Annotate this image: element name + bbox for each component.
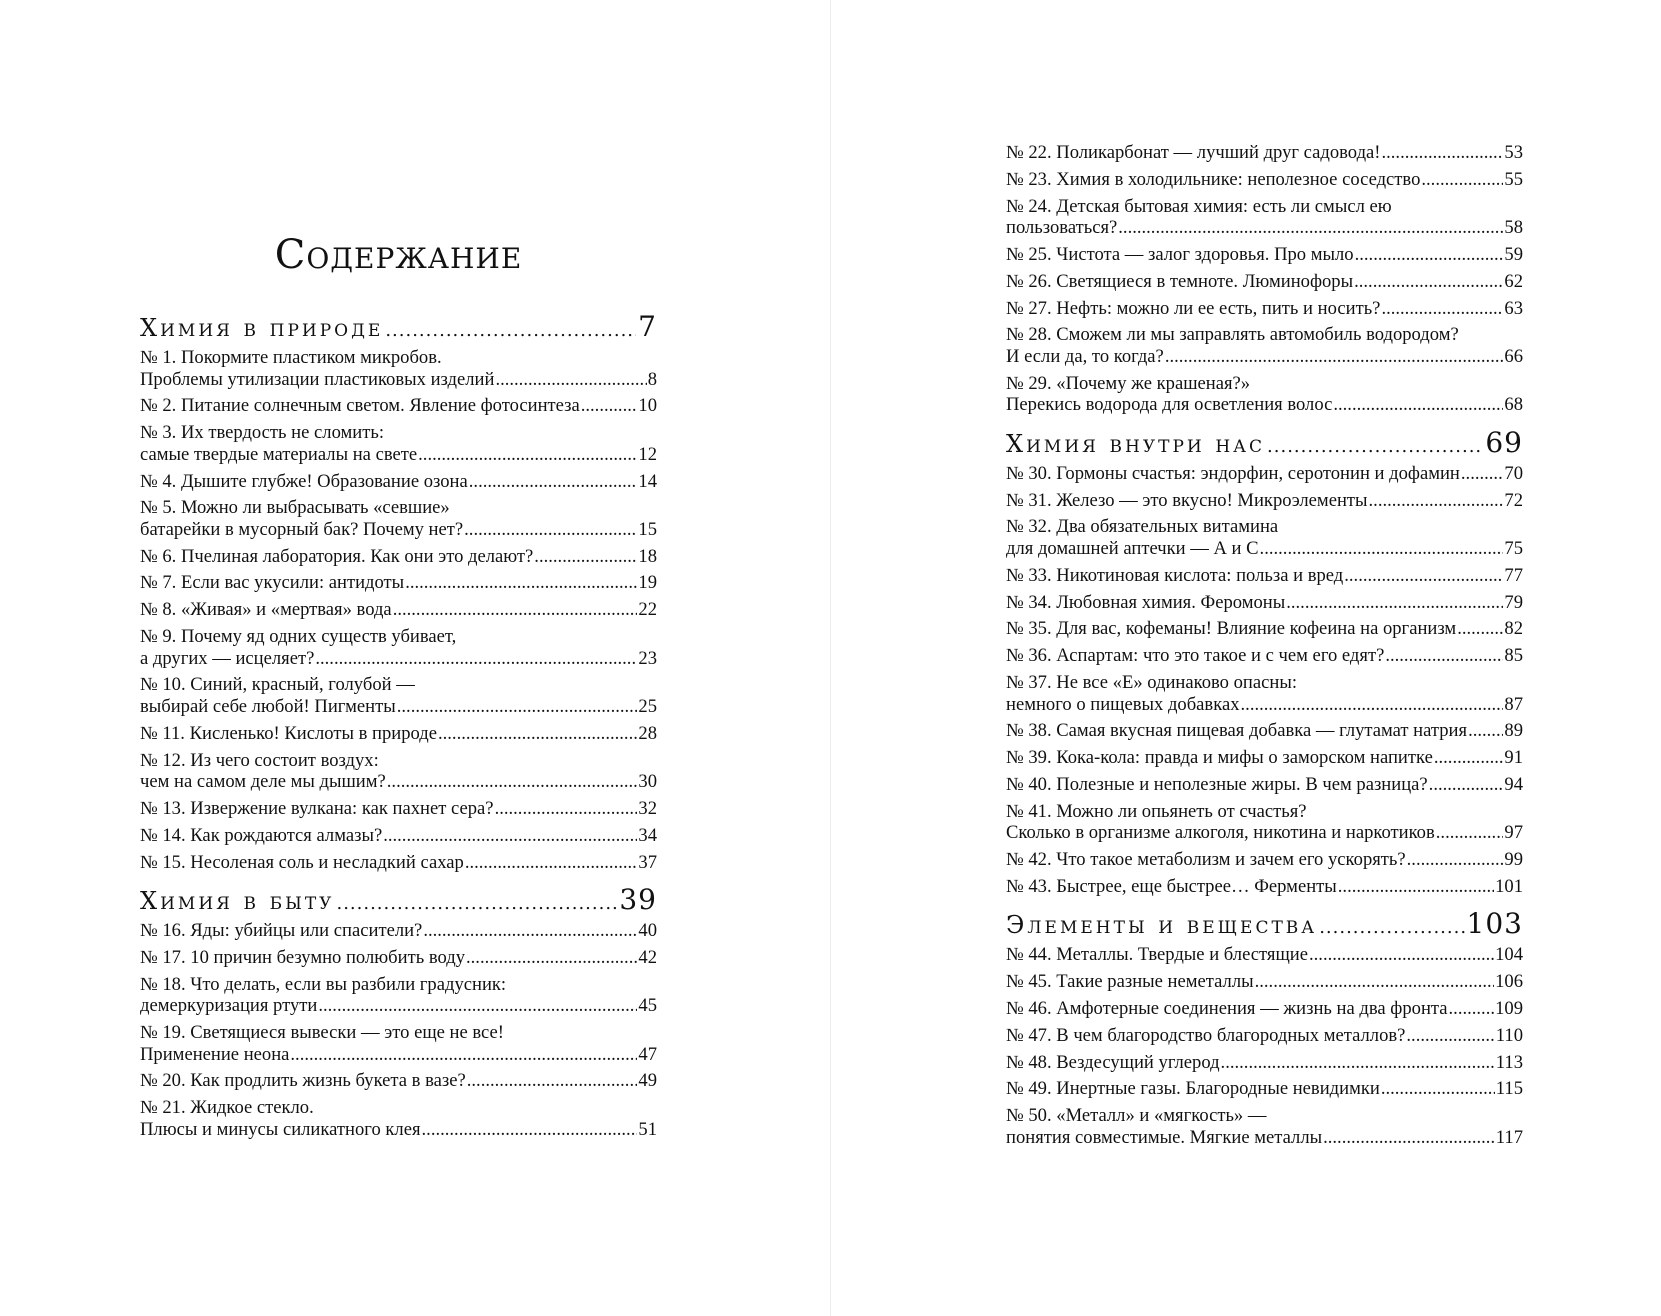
toc-entry bbox=[1006, 774, 1523, 796]
dot-leader bbox=[318, 995, 637, 1017]
dot-leader bbox=[336, 889, 617, 919]
entry-title: № 13. Извержение вулкана: как пахнет сера? bbox=[140, 797, 494, 819]
entry-page-number: 19 bbox=[638, 572, 657, 594]
dot-leader bbox=[1434, 747, 1504, 769]
entry-title: Применение неона bbox=[140, 1043, 290, 1065]
dot-leader bbox=[1221, 1052, 1495, 1074]
entry-line bbox=[1006, 645, 1523, 667]
entry-title-line: № 9. Почему яд одних существ убивает, bbox=[140, 626, 457, 648]
entry-page-number: 42 bbox=[638, 946, 657, 968]
toc-entry bbox=[140, 572, 657, 594]
section-title: Химия в быту bbox=[140, 887, 335, 916]
dot-leader bbox=[1354, 271, 1503, 293]
toc-entry bbox=[1006, 971, 1523, 993]
page-title: Содержание bbox=[274, 232, 523, 278]
dot-leader bbox=[1255, 971, 1495, 993]
toc-entry bbox=[1006, 1078, 1523, 1100]
dot-leader bbox=[1429, 774, 1504, 796]
entry-page-number: 101 bbox=[1495, 875, 1523, 897]
entry-line bbox=[1006, 822, 1523, 844]
entry-title: № 2. Питание солнечным светом. Явление фотосинтеза bbox=[140, 395, 580, 417]
toc-entry bbox=[1006, 1025, 1523, 1047]
toc-entry bbox=[1006, 944, 1523, 966]
entry-line bbox=[140, 1070, 657, 1092]
toc-entry bbox=[140, 422, 657, 465]
entry-page-number: 14 bbox=[638, 470, 657, 492]
entry-title: № 45. Такие разные неметаллы bbox=[1006, 971, 1254, 993]
entry-line bbox=[1006, 244, 1523, 266]
entry-page-number: 106 bbox=[1495, 971, 1523, 993]
entry-page-number: 89 bbox=[1504, 720, 1523, 742]
toc-entry bbox=[140, 674, 657, 717]
dot-leader bbox=[290, 1044, 637, 1066]
entry-title: № 6. Пчелиная лаборатория. Как они это делают? bbox=[140, 545, 534, 567]
entry-title: самые твердые материалы на свете bbox=[140, 443, 418, 465]
entry-title: № 36. Аспартам: что это такое и с чем его едят? bbox=[1006, 645, 1385, 667]
entry-page-number: 10 bbox=[638, 395, 657, 417]
entry-title: № 34. Любовная химия. Феромоны bbox=[1006, 591, 1286, 613]
entry-line bbox=[1006, 849, 1523, 871]
entry-line bbox=[140, 1119, 657, 1141]
entry-title: № 33. Никотиновая кислота: польза и вред bbox=[1006, 564, 1344, 586]
dot-leader bbox=[387, 771, 638, 793]
dot-leader bbox=[1468, 720, 1503, 742]
entry-page-number: 85 bbox=[1504, 645, 1523, 667]
entry-page-number: 59 bbox=[1504, 243, 1523, 265]
dot-leader bbox=[1381, 142, 1503, 164]
entry-line bbox=[140, 395, 657, 417]
entry-title: № 8. «Живая» и «мертвая» вода bbox=[140, 599, 392, 621]
dot-leader bbox=[1323, 1127, 1495, 1149]
entry-page-number: 91 bbox=[1504, 747, 1523, 769]
toc-entry bbox=[140, 626, 657, 669]
entry-line bbox=[140, 771, 657, 793]
toc-entry bbox=[1006, 244, 1523, 266]
entry-page-number: 28 bbox=[638, 722, 657, 744]
dot-leader bbox=[466, 947, 637, 969]
dot-leader bbox=[1333, 394, 1503, 416]
entry-page-number: 18 bbox=[638, 545, 657, 567]
toc-entry bbox=[140, 798, 657, 820]
entry-page-number: 110 bbox=[1495, 1024, 1523, 1046]
entry-line bbox=[140, 995, 657, 1017]
entry-title: № 44. Металлы. Твердые и блестящие bbox=[1006, 944, 1308, 966]
entry-line bbox=[1006, 217, 1523, 239]
entry-page-number: 58 bbox=[1504, 217, 1523, 239]
toc-entry bbox=[140, 1097, 657, 1140]
entry-title: № 38. Самая вкусная пищевая добавка — глутамат натрия bbox=[1006, 720, 1468, 742]
entry-page-number: 55 bbox=[1504, 168, 1523, 190]
entry-page-number: 23 bbox=[638, 647, 657, 669]
entry-line bbox=[1006, 971, 1523, 993]
entry-page-number: 87 bbox=[1504, 693, 1523, 715]
toc-entry bbox=[140, 347, 657, 390]
entry-page-number: 51 bbox=[638, 1118, 657, 1140]
entry-page-number: 68 bbox=[1504, 394, 1523, 416]
dot-leader bbox=[1385, 645, 1503, 667]
entry-line bbox=[140, 920, 657, 942]
entry-title-line: № 37. Не все «Е» одинаково опасны: bbox=[1006, 671, 1297, 693]
entry-title: № 17. 10 причин безумно полюбить воду bbox=[140, 946, 465, 968]
toc-entry bbox=[1006, 565, 1523, 587]
toc-entry bbox=[1006, 998, 1523, 1020]
section-title: Химия в природе bbox=[140, 314, 384, 342]
entry-title-line: № 24. Детская бытовая химия: есть ли смысл ею bbox=[1006, 195, 1392, 217]
toc-entry bbox=[1006, 747, 1523, 769]
toc-entry bbox=[140, 825, 657, 847]
entry-title: Плюсы и минусы силикатного клея bbox=[140, 1118, 421, 1140]
toc-entry bbox=[1006, 849, 1523, 871]
dot-leader bbox=[1309, 944, 1494, 966]
section-heading bbox=[1006, 425, 1523, 462]
entry-title-line: № 29. «Почему же крашеная?» bbox=[1006, 372, 1251, 394]
entry-title-line: № 19. Светящиеся вывески — это еще не все! bbox=[140, 1022, 504, 1044]
entry-page-number: 77 bbox=[1504, 564, 1523, 586]
dot-leader bbox=[534, 546, 637, 568]
toc-entry bbox=[140, 599, 657, 621]
entry-title: понятия совместимые. Мягкие металлы bbox=[1006, 1126, 1323, 1148]
entry-line bbox=[140, 471, 657, 493]
entry-title: № 48. Вездесущий углерод bbox=[1006, 1051, 1220, 1073]
toc-entry bbox=[140, 546, 657, 568]
section-heading bbox=[140, 312, 657, 346]
entry-line bbox=[140, 825, 657, 847]
dot-leader bbox=[1260, 538, 1504, 560]
dot-leader bbox=[1369, 490, 1504, 512]
entry-title: Сколько в организме алкоголя, никотина и наркотиков bbox=[1006, 822, 1435, 844]
dot-leader bbox=[1406, 1025, 1494, 1047]
entry-title: чем на самом деле мы дышим? bbox=[140, 771, 386, 793]
entry-page-number: 62 bbox=[1504, 270, 1523, 292]
toc-entry bbox=[140, 395, 657, 417]
entry-line bbox=[140, 599, 657, 621]
entry-title: демеркуризация ртути bbox=[140, 995, 318, 1017]
entry-title: пользоваться? bbox=[1006, 217, 1118, 239]
entry-page-number: 109 bbox=[1495, 997, 1523, 1019]
entry-line bbox=[1006, 490, 1523, 512]
toc-entry bbox=[140, 852, 657, 874]
dot-leader bbox=[1338, 876, 1494, 898]
entry-page-number: 97 bbox=[1504, 822, 1523, 844]
dot-leader bbox=[1407, 849, 1504, 871]
section-title: Химия внутри нас bbox=[1006, 429, 1266, 458]
entry-page-number: 30 bbox=[638, 771, 657, 793]
entry-line bbox=[1006, 592, 1523, 614]
section-title: Элементы и вещества bbox=[1006, 911, 1318, 940]
toc-entry bbox=[1006, 801, 1523, 844]
entry-line bbox=[140, 798, 657, 820]
toc-entry bbox=[1006, 169, 1523, 191]
entry-title: № 25. Чистота — залог здоровья. Про мыло bbox=[1006, 243, 1354, 265]
entry-page-number: 49 bbox=[638, 1070, 657, 1092]
entry-page-number: 115 bbox=[1495, 1078, 1523, 1100]
toc-right-column bbox=[1006, 142, 1523, 1153]
section-heading bbox=[1006, 909, 1523, 943]
dot-leader bbox=[422, 1119, 638, 1141]
entry-page-number: 8 bbox=[647, 368, 657, 390]
dot-leader bbox=[465, 852, 638, 874]
entry-title: для домашней аптечки — А и С bbox=[1006, 538, 1259, 559]
entry-title: № 16. Яды: убийцы или спасители? bbox=[140, 920, 423, 942]
toc-entry bbox=[1006, 490, 1523, 512]
dot-leader bbox=[1286, 592, 1503, 614]
toc-entry bbox=[1006, 463, 1523, 485]
toc-entry bbox=[1006, 618, 1523, 640]
entry-title: № 7. Если вас укусили: антидоты bbox=[140, 572, 405, 594]
entry-page-number: 113 bbox=[1495, 1051, 1523, 1073]
entry-title: № 23. Химия в холодильнике: неполезное соседство bbox=[1006, 168, 1421, 190]
section-page-number: 103 bbox=[1466, 907, 1523, 941]
entry-line bbox=[1006, 394, 1523, 416]
dot-leader bbox=[423, 920, 637, 942]
entry-line bbox=[140, 947, 657, 969]
entry-page-number: 34 bbox=[638, 824, 657, 846]
entry-line bbox=[1006, 720, 1523, 742]
dot-leader bbox=[467, 1070, 638, 1092]
entry-title: № 14. Как рождаются алмазы? bbox=[140, 824, 383, 846]
entry-line bbox=[1006, 1127, 1523, 1149]
dot-leader bbox=[405, 572, 637, 594]
entry-line bbox=[1006, 774, 1523, 796]
dot-leader bbox=[1421, 169, 1503, 191]
entry-title: № 39. Кока-кола: правда и мифы о заморском напитке bbox=[1006, 747, 1433, 769]
toc-entry bbox=[140, 920, 657, 942]
dot-leader bbox=[1165, 346, 1504, 368]
entry-line bbox=[1006, 1025, 1523, 1047]
entry-line bbox=[1006, 1078, 1523, 1100]
entry-page-number: 72 bbox=[1504, 489, 1523, 511]
toc-entry bbox=[140, 1022, 657, 1065]
dot-leader bbox=[1319, 913, 1464, 943]
dot-leader bbox=[1355, 244, 1504, 266]
dot-leader bbox=[385, 316, 636, 346]
toc-entry bbox=[1006, 592, 1523, 614]
entry-title: № 47. В чем благородство благородных металлов? bbox=[1006, 1024, 1406, 1046]
dot-leader bbox=[397, 696, 638, 718]
dot-leader bbox=[1267, 432, 1483, 462]
entry-line bbox=[1006, 618, 1523, 640]
entry-page-number: 22 bbox=[638, 599, 657, 621]
section-page-number: 69 bbox=[1485, 425, 1523, 459]
entry-page-number: 82 bbox=[1504, 618, 1523, 640]
dot-leader bbox=[495, 798, 638, 820]
entry-page-number: 25 bbox=[638, 696, 657, 717]
entry-page-number: 12 bbox=[638, 443, 657, 465]
toc-entry bbox=[1006, 271, 1523, 293]
entry-title: Перекись водорода для осветления волос bbox=[1006, 394, 1333, 416]
toc-entry bbox=[140, 974, 657, 1017]
entry-line bbox=[140, 444, 657, 466]
entry-title-line: № 18. Что делать, если вы разбили градусник: bbox=[140, 973, 507, 995]
entry-line bbox=[1006, 169, 1523, 191]
entry-page-number: 40 bbox=[638, 920, 657, 942]
entry-line bbox=[140, 648, 657, 670]
entry-title: № 11. Кисленько! Кислоты в природе bbox=[140, 722, 437, 744]
toc-entry bbox=[1006, 373, 1523, 416]
entry-title: № 27. Нефть: можно ли ее есть, пить и носить? bbox=[1006, 297, 1381, 319]
entry-page-number: 94 bbox=[1504, 773, 1523, 795]
section-page-number: 7 bbox=[638, 310, 657, 343]
entry-line bbox=[140, 519, 657, 541]
entry-title: И если да, то когда? bbox=[1006, 345, 1164, 367]
toc-left-column bbox=[140, 312, 657, 1146]
section-heading bbox=[140, 885, 657, 919]
entry-line bbox=[140, 696, 657, 718]
toc-entry bbox=[140, 1070, 657, 1092]
entry-line bbox=[1006, 747, 1523, 769]
entry-title-line: № 21. Жидкое стекло. bbox=[140, 1097, 314, 1119]
entry-title: № 20. Как продлить жизнь букета в вазе? bbox=[140, 1070, 466, 1092]
toc-entry bbox=[140, 947, 657, 969]
dot-leader bbox=[495, 369, 646, 391]
toc-entry bbox=[1006, 298, 1523, 320]
entry-page-number: 79 bbox=[1504, 591, 1523, 613]
entry-title: № 43. Быстрее, еще быстрее… Ферменты bbox=[1006, 875, 1337, 897]
entry-page-number: 32 bbox=[638, 797, 657, 819]
entry-page-number: 70 bbox=[1504, 462, 1523, 484]
entry-title-line: № 1. Покормите пластиком микробов. bbox=[140, 347, 442, 368]
entry-title-line: № 3. Их твердость не сломить: bbox=[140, 422, 384, 444]
entry-title: № 46. Амфотерные соединения — жизнь на два фронта bbox=[1006, 997, 1448, 1019]
entry-title-line: № 5. Можно ли выбрасывать «севшие» bbox=[140, 497, 450, 519]
entry-line bbox=[1006, 876, 1523, 898]
entry-title: № 40. Полезные и неполезные жиры. В чем разница? bbox=[1006, 773, 1428, 795]
entry-title: № 4. Дышите глубже! Образование озона bbox=[140, 470, 468, 492]
entry-line bbox=[140, 369, 657, 391]
dot-leader bbox=[1436, 822, 1504, 844]
dot-leader bbox=[315, 648, 637, 670]
dot-leader bbox=[1381, 298, 1503, 320]
toc-entry bbox=[1006, 672, 1523, 715]
toc-entry bbox=[1006, 876, 1523, 898]
entry-page-number: 37 bbox=[638, 851, 657, 873]
toc-entry bbox=[1006, 324, 1523, 367]
entry-title: № 31. Железо — это вкусно! Микроэлементы bbox=[1006, 489, 1368, 511]
dot-leader bbox=[464, 519, 637, 541]
entry-line bbox=[1006, 944, 1523, 966]
entry-line bbox=[1006, 538, 1523, 560]
entry-line bbox=[1006, 694, 1523, 716]
toc-entry bbox=[1006, 720, 1523, 742]
entry-title: а других — исцеляет? bbox=[140, 647, 315, 669]
entry-line bbox=[140, 546, 657, 568]
toc-entry bbox=[1006, 645, 1523, 667]
dot-leader bbox=[581, 395, 638, 417]
entry-title: № 30. Гормоны счастья: эндорфин, серотонин и дофамин bbox=[1006, 462, 1460, 484]
entry-page-number: 117 bbox=[1495, 1126, 1523, 1148]
entry-title-line: № 12. Из чего состоит воздух: bbox=[140, 749, 379, 771]
entry-line bbox=[1006, 346, 1523, 368]
entry-title: № 42. Что такое метаболизм и зачем его ускорять? bbox=[1006, 849, 1406, 870]
entry-line bbox=[1006, 1052, 1523, 1074]
entry-line bbox=[140, 852, 657, 874]
entry-title-line: № 10. Синий, красный, голубой — bbox=[140, 674, 415, 696]
dot-leader bbox=[1449, 998, 1495, 1020]
page-gutter bbox=[830, 0, 831, 1316]
entry-title-line: № 50. «Металл» и «мягкость» — bbox=[1006, 1105, 1267, 1127]
entry-title: немного о пищевых добавках bbox=[1006, 693, 1240, 715]
entry-title-line: № 32. Два обязательных витамина bbox=[1006, 516, 1279, 538]
entry-page-number: 99 bbox=[1504, 849, 1523, 870]
toc-entry bbox=[140, 471, 657, 493]
entry-title: № 35. Для вас, кофеманы! Влияние кофеина на организм bbox=[1006, 618, 1457, 640]
dot-leader bbox=[438, 723, 637, 745]
dot-leader bbox=[383, 825, 637, 847]
entry-title: № 26. Светящиеся в темноте. Люминофоры bbox=[1006, 270, 1354, 292]
entry-title: № 22. Поликарбонат — лучший друг садовода! bbox=[1006, 142, 1381, 163]
dot-leader bbox=[1457, 618, 1503, 640]
entry-line bbox=[140, 572, 657, 594]
toc-entry bbox=[140, 497, 657, 540]
entry-title: № 49. Инертные газы. Благородные невидимки bbox=[1006, 1078, 1380, 1100]
entry-line bbox=[1006, 142, 1523, 164]
entry-title-line: № 28. Сможем ли мы заправлять автомобиль водородом? bbox=[1006, 324, 1459, 346]
toc-entry bbox=[140, 750, 657, 793]
entry-line bbox=[1006, 998, 1523, 1020]
toc-entry bbox=[140, 723, 657, 745]
dot-leader bbox=[1461, 463, 1504, 485]
toc-entry bbox=[1006, 196, 1523, 239]
entry-title: Проблемы утилизации пластиковых изделий bbox=[140, 368, 495, 390]
entry-line bbox=[140, 723, 657, 745]
entry-title: № 15. Несоленая соль и несладкий сахар bbox=[140, 851, 464, 873]
entry-page-number: 75 bbox=[1504, 538, 1523, 559]
dot-leader bbox=[1118, 217, 1503, 239]
dot-leader bbox=[393, 599, 638, 621]
toc-entry bbox=[1006, 516, 1523, 559]
toc-entry bbox=[1006, 142, 1523, 164]
dot-leader bbox=[1241, 694, 1504, 716]
entry-title: выбирай себе любой! Пигменты bbox=[140, 696, 396, 717]
entry-title-line: № 41. Можно ли опьянеть от счастья? bbox=[1006, 800, 1307, 822]
entry-page-number: 63 bbox=[1504, 297, 1523, 319]
entry-title: батарейки в мусорный бак? Почему нет? bbox=[140, 518, 464, 540]
section-page-number: 39 bbox=[619, 883, 657, 917]
entry-line bbox=[140, 1044, 657, 1066]
toc-entry bbox=[1006, 1052, 1523, 1074]
toc-entry bbox=[1006, 1105, 1523, 1148]
entry-page-number: 53 bbox=[1504, 142, 1523, 163]
dot-leader bbox=[418, 444, 637, 466]
dot-leader bbox=[1381, 1078, 1495, 1100]
entry-line bbox=[1006, 298, 1523, 320]
dot-leader bbox=[1344, 565, 1503, 587]
entry-page-number: 45 bbox=[638, 995, 657, 1017]
entry-page-number: 47 bbox=[638, 1043, 657, 1065]
dot-leader bbox=[469, 471, 638, 493]
entry-page-number: 104 bbox=[1495, 944, 1523, 966]
entry-page-number: 66 bbox=[1504, 345, 1523, 367]
entry-line bbox=[1006, 463, 1523, 485]
entry-line bbox=[1006, 565, 1523, 587]
entry-line bbox=[1006, 271, 1523, 293]
entry-page-number: 15 bbox=[638, 518, 657, 540]
